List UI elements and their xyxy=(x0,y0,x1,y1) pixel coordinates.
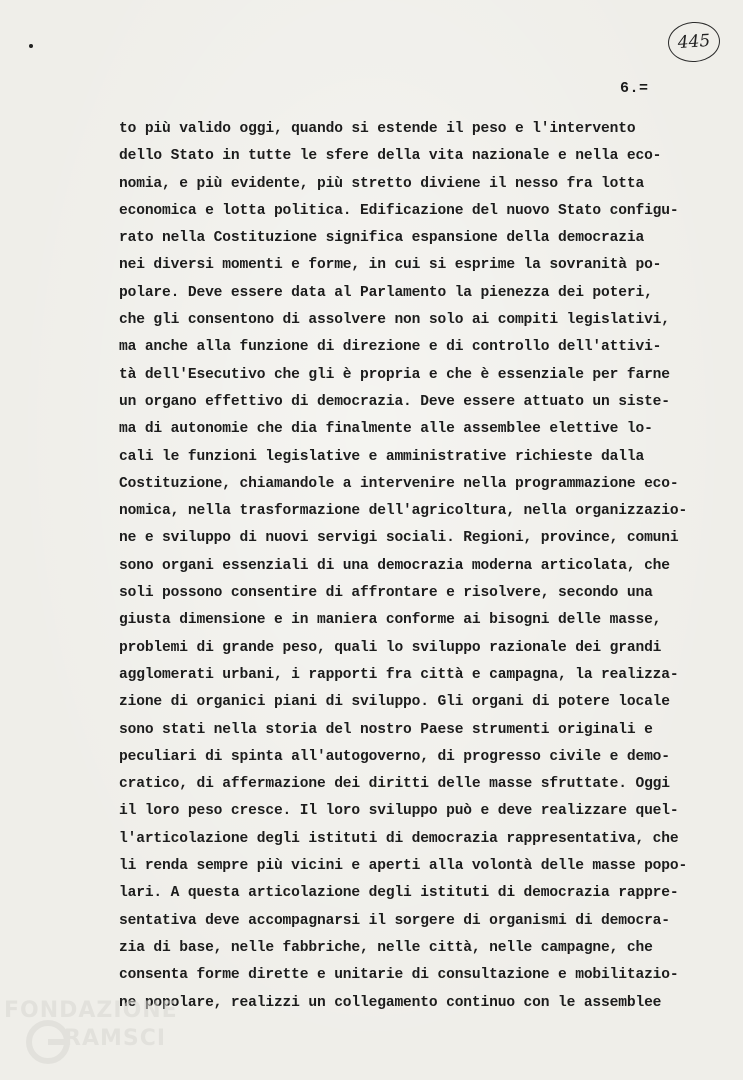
archive-page-number xyxy=(667,20,722,64)
text-line: soli possono consentire di affrontare e risolvere, secondo una xyxy=(119,585,653,602)
text-line: sono organi essenziali di una democrazia moderna articolata, che xyxy=(119,557,670,574)
text-line: il loro peso cresce. Il loro sviluppo può e deve realizzare quel- xyxy=(119,803,679,820)
ink-speck xyxy=(29,44,33,48)
text-line: agglomerati urbani, i rapporti fra città e campagna, la realizza- xyxy=(119,666,679,683)
text-line: che gli consentono di assolvere non solo ai compiti legislativi, xyxy=(119,312,670,329)
text-line: nomica, nella trasformazione dell'agricoltura, nella organizzazio- xyxy=(119,503,688,520)
text-line: li renda sempre più vicini e aperti alla volontà delle masse popo- xyxy=(119,858,688,875)
text-line: polare. Deve essere data al Parlamento la pienezza dei poteri, xyxy=(119,284,653,301)
text-line: zione di organici piani di sviluppo. Gli organi di potere locale xyxy=(119,694,670,711)
text-line: cali le funzioni legislative e amministrative richieste dalla xyxy=(119,448,645,465)
text-line: nomia, e più evidente, più stretto diviene il nesso fra lotta xyxy=(119,175,645,192)
text-line: to più valido oggi, quando si estende il peso e l'intervento xyxy=(119,121,636,137)
text-line: giusta dimensione e in maniera conforme ai bisogni delle masse, xyxy=(119,612,662,629)
text-line: Costituzione, chiamandole a intervenire nella programmazione eco- xyxy=(119,475,679,492)
text-line: zia di base, nelle fabbriche, nelle città, nelle campagne, che xyxy=(119,939,653,956)
text-line: ne popolare, realizzi un collegamento continuo con le assemblee xyxy=(119,994,662,1011)
archive-page-number-text: 445 xyxy=(677,30,711,54)
text-line: ma anche alla funzione di direzione e di controllo dell'attivi- xyxy=(119,339,662,356)
text-line: problemi di grande peso, quali lo sviluppo razionale dei grandi xyxy=(119,639,662,656)
text-line: nei diversi momenti e forme, in cui si esprime la sovranità po- xyxy=(119,257,662,274)
text-line: rato nella Costituzione significa espansione della democrazia xyxy=(119,230,645,247)
fondazione-gramsci-watermark xyxy=(4,998,204,1073)
text-line: dello Stato in tutte le sfere della vita nazionale e nella eco- xyxy=(119,148,662,165)
text-line: cratico, di affermazione dei diritti delle masse sfruttate. Oggi xyxy=(119,776,670,793)
watermark-line-1: FONDAZIONE xyxy=(4,998,178,1023)
text-line: consenta forme dirette e unitarie di consultazione e mobilitazio- xyxy=(119,967,679,984)
page-number: 6.= xyxy=(620,80,649,97)
text-line: sono stati nella storia del nostro Paese strumenti originali e xyxy=(119,721,653,738)
text-line: un organo effettivo di democrazia. Deve essere attuato un siste- xyxy=(119,393,670,410)
text-line: ma di autonomie che dia finalmente alle assemblee elettive lo- xyxy=(119,421,653,438)
text-line: peculiari di spinta all'autogoverno, di progresso civile e demo- xyxy=(119,748,670,765)
text-line: tà dell'Esecutivo che gli è propria e che è essenziale per farne xyxy=(119,366,670,383)
text-line: lari. A questa articolazione degli istituti di democrazia rappre- xyxy=(119,885,679,902)
text-line: sentativa deve accompagnarsi il sorgere di organismi di democra- xyxy=(119,912,670,929)
text-line: economica e lotta politica. Edificazione del nuovo Stato configu- xyxy=(119,202,679,219)
typed-body-text xyxy=(119,116,709,1017)
text-line: l'articolazione degli istituti di democrazia rappresentativa, che xyxy=(119,830,679,847)
text-line: ne e sviluppo di nuovi servigi sociali. Regioni, province, comuni xyxy=(119,530,679,547)
watermark-line-2: RAMSCI xyxy=(64,1026,167,1051)
